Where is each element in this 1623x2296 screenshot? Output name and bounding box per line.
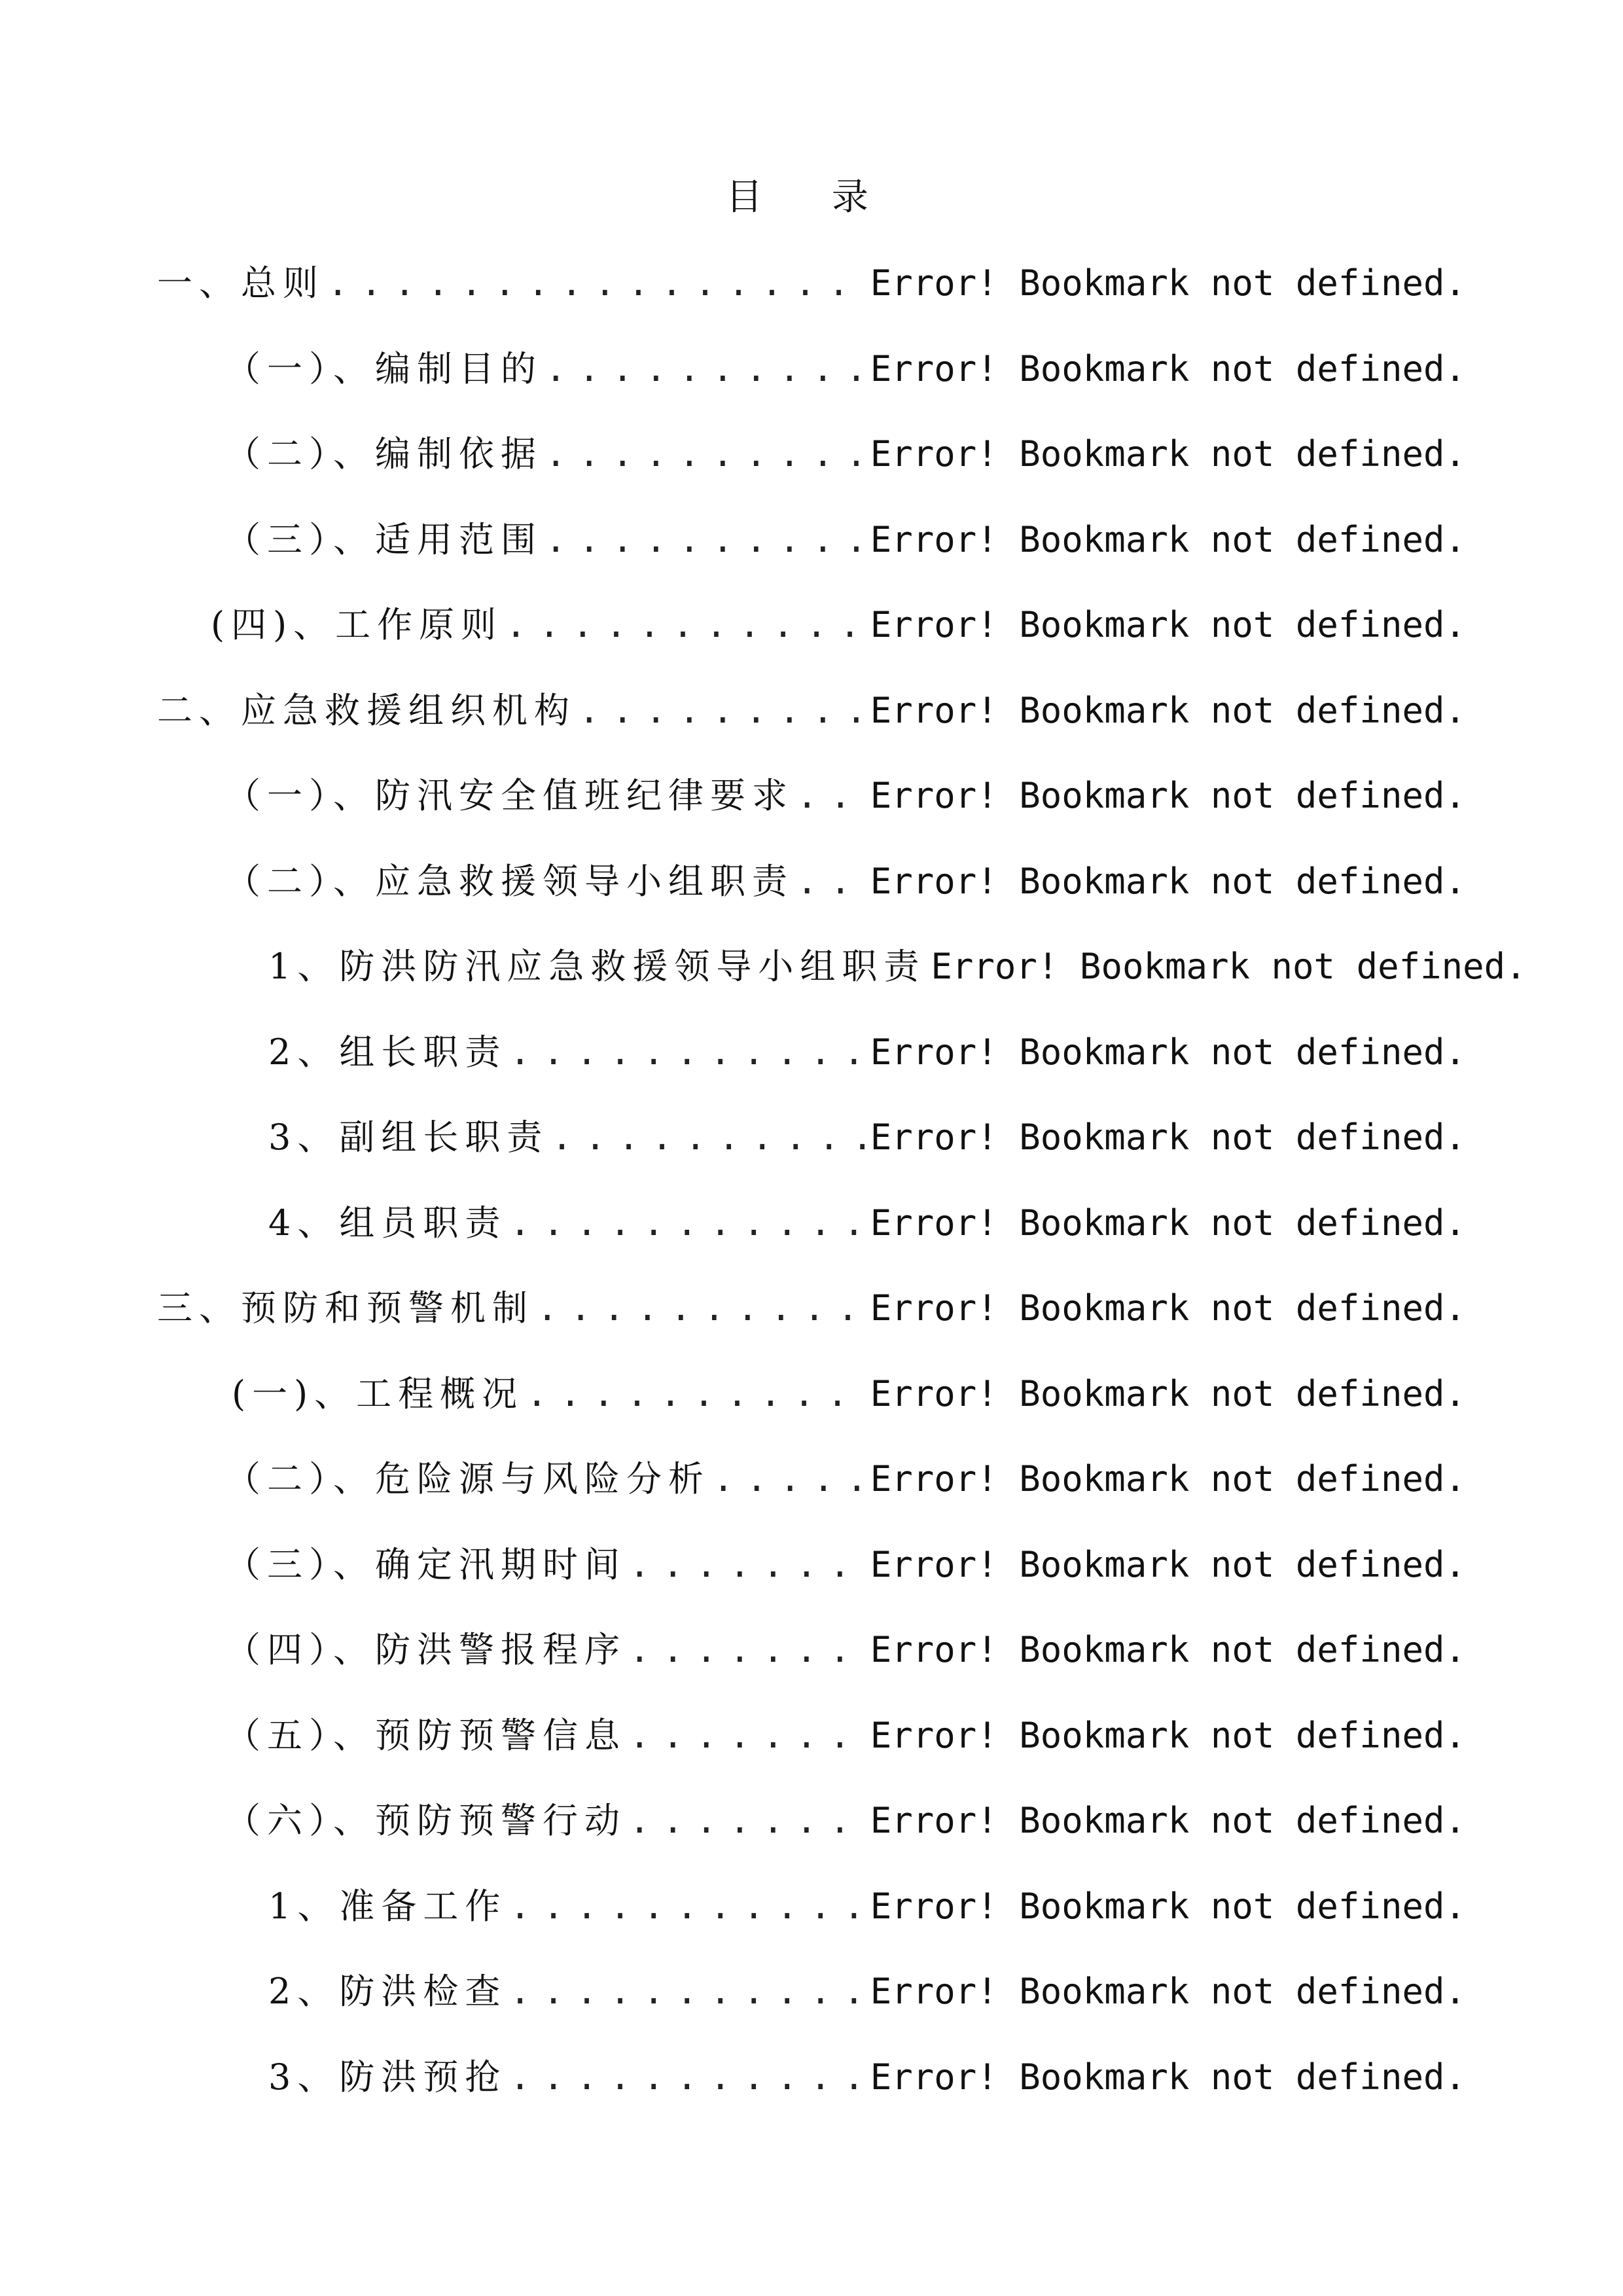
dot-leader	[796, 770, 868, 822]
toc-entry[interactable]	[157, 1539, 1466, 1624]
dot-leader	[551, 1111, 867, 1164]
toc-entry-page: Error! Bookmark not defined.	[870, 604, 1466, 645]
toc-entry[interactable]	[157, 855, 1466, 941]
toc-entry-label: （二）、应急救援领导小组职责	[225, 860, 794, 902]
toc-entry-label: （三）、适用范围	[225, 518, 543, 560]
toc-entry[interactable]	[157, 941, 1527, 1026]
dot-leader	[505, 599, 868, 651]
toc-entry-label: 4、组员职责	[268, 1202, 507, 1244]
toc-entry-label: （二）、编制依据	[225, 433, 543, 475]
dot-leader	[629, 1624, 868, 1676]
toc-entry-page: Error! Bookmark not defined.	[870, 433, 1466, 475]
toc-entry-page: Error! Bookmark not defined.	[870, 1714, 1466, 1756]
dot-leader	[545, 343, 868, 395]
toc-entry[interactable]	[157, 1795, 1466, 1880]
toc-entry[interactable]	[157, 599, 1466, 685]
toc-entry-page: Error! Bookmark not defined.	[870, 1800, 1466, 1841]
dot-leader	[713, 1453, 868, 1505]
dot-leader	[796, 855, 868, 908]
toc-entry[interactable]	[157, 257, 1466, 343]
toc-entry[interactable]	[157, 770, 1466, 855]
toc-entry-page: Error! Bookmark not defined.	[870, 1971, 1466, 2012]
toc-entry[interactable]	[157, 1197, 1466, 1283]
toc-entry-label: （五）、预防预警信息	[225, 1714, 626, 1756]
toc-entry[interactable]	[157, 2051, 1466, 2137]
dot-leader	[327, 257, 868, 310]
table-of-contents	[157, 257, 1527, 2136]
dot-leader	[509, 1197, 867, 1249]
dot-leader	[629, 1539, 868, 1591]
dot-leader	[509, 1880, 867, 1933]
toc-entry[interactable]	[157, 1026, 1466, 1112]
toc-entry-label: （二）、危险源与风险分析	[225, 1458, 710, 1499]
toc-entry-page: Error! Bookmark not defined.	[870, 1885, 1466, 1927]
toc-entry-page: Error! Bookmark not defined.	[870, 1458, 1466, 1499]
toc-entry-page: Error! Bookmark not defined.	[931, 946, 1527, 987]
toc-entry-label: （一）、防汛安全值班纪律要求	[225, 775, 794, 816]
toc-entry-label: 二、应急救援组织机构	[157, 689, 576, 731]
toc-entry-label: 1、防洪防汛应急救援领导小组职责	[268, 946, 926, 987]
toc-entry-label: （六）、预防预警行动	[225, 1800, 626, 1841]
dot-leader	[579, 685, 868, 737]
toc-entry-label: (四)、工作原则	[211, 604, 503, 645]
toc-entry-page: Error! Bookmark not defined.	[870, 1629, 1466, 1670]
toc-entry-label: 2、组长职责	[268, 1031, 507, 1073]
dot-leader	[509, 1965, 867, 2018]
toc-entry-page: Error! Bookmark not defined.	[870, 775, 1466, 816]
toc-entry-page: Error! Bookmark not defined.	[870, 689, 1466, 731]
toc-entry-label: 三、预防和预警机制	[157, 1287, 534, 1329]
toc-entry-page: Error! Bookmark not defined.	[870, 1031, 1466, 1073]
toc-entry-page: Error! Bookmark not defined.	[870, 518, 1466, 560]
toc-entry-label: 1、准备工作	[268, 1885, 507, 1927]
toc-entry-label: 3、防洪预抢	[268, 2056, 507, 2098]
toc-entry-page: Error! Bookmark not defined.	[870, 1117, 1466, 1158]
toc-entry-label: 2、防洪检查	[268, 1971, 507, 2012]
toc-title: 目 录	[726, 176, 897, 219]
dot-leader	[629, 1710, 868, 1762]
dot-leader	[526, 1368, 868, 1420]
dot-leader	[537, 1282, 868, 1335]
toc-entry-label: （一）、编制目的	[225, 348, 543, 389]
toc-entry-label: （三）、确定汛期时间	[225, 1543, 626, 1585]
toc-entry-page: Error! Bookmark not defined.	[870, 348, 1466, 389]
toc-entry[interactable]	[157, 1880, 1466, 1966]
toc-entry[interactable]	[157, 1965, 1466, 2051]
toc-entry[interactable]	[157, 1453, 1466, 1539]
toc-entry-page: Error! Bookmark not defined.	[870, 1543, 1466, 1585]
dot-leader	[629, 1795, 868, 1847]
toc-entry[interactable]	[157, 685, 1466, 770]
dot-leader	[545, 514, 868, 566]
toc-entry-page: Error! Bookmark not defined.	[870, 1287, 1466, 1329]
toc-entry-page: Error! Bookmark not defined.	[870, 860, 1466, 902]
toc-entry[interactable]	[157, 343, 1466, 429]
toc-entry[interactable]	[157, 1624, 1466, 1710]
toc-entry-label: 3、副组长职责	[268, 1117, 549, 1158]
dot-leader	[509, 2051, 867, 2104]
toc-entry-label: 一、总则	[157, 262, 325, 304]
toc-entry[interactable]	[157, 428, 1466, 514]
toc-entry-page: Error! Bookmark not defined.	[870, 1202, 1466, 1244]
toc-entry-page: Error! Bookmark not defined.	[870, 1372, 1466, 1414]
toc-entry[interactable]	[157, 1368, 1466, 1454]
toc-entry-label: (一)、工程概况	[232, 1372, 524, 1414]
toc-entry-page: Error! Bookmark not defined.	[870, 262, 1466, 304]
toc-entry[interactable]	[157, 1111, 1466, 1197]
toc-entry[interactable]	[157, 514, 1466, 600]
toc-entry-label: （四）、防洪警报程序	[225, 1629, 626, 1670]
toc-entry[interactable]	[157, 1710, 1466, 1795]
dot-leader	[545, 428, 868, 480]
toc-entry[interactable]	[157, 1282, 1466, 1368]
dot-leader	[509, 1026, 867, 1079]
toc-entry-page: Error! Bookmark not defined.	[870, 2056, 1466, 2098]
